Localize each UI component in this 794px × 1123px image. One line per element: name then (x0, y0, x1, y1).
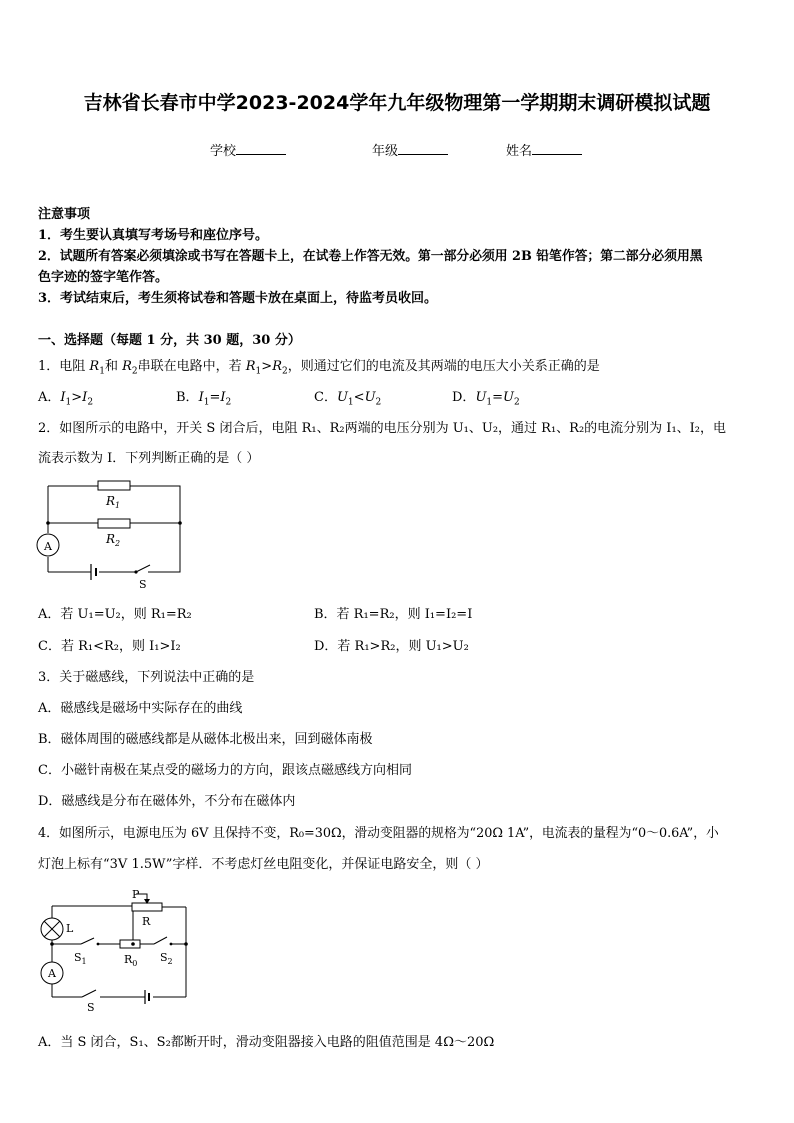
question-2-option-a[interactable]: A．若 U₁=U₂，则 R₁=R₂ (38, 607, 192, 622)
notice-heading: 注意事项 (38, 207, 91, 222)
question-2-option-d[interactable]: D．若 R₁>R₂，则 U₁>U₂ (314, 639, 469, 654)
svg-text:P: P (132, 888, 140, 901)
question-4-circuit-diagram (36, 884, 196, 1014)
school-field[interactable]: 学校 (210, 140, 286, 159)
question-4-option-a[interactable]: A．当 S 闭合，S₁、S₂都断开时，滑动变阻器接入电路的阻值范围是 4Ω～20Ω (38, 1035, 495, 1050)
question-2-stem: 2．如图所示的电路中，开关 S 闭合后，电阻 R₁、R₂两端的电压分别为 U₁、U₂，通过 R₁、R₂的电流分别为 I₁、I₂，电 (38, 421, 726, 436)
svg-text:S1: $S_1$ (74, 951, 87, 966)
question-2-circuit-diagram (36, 476, 186, 591)
question-2-option-b[interactable]: B．若 R₁=R₂，则 I₁=I₂=I (314, 607, 473, 622)
notice-item: 2．试题所有答案必须填涂或书写在答题卡上，在试卷上作答无效。第一部分必须用 2B 铅笔作答；第二部分必须用黑 (38, 249, 703, 264)
question-4-stem: 灯泡上标有“3V 1.5W”字样．不考虑灯丝电阻变化，并保证电路安全，则（ ） (38, 857, 489, 872)
svg-text:R2: $R_2$ (106, 532, 121, 548)
notice-item: 色字迹的签字笔作答。 (38, 270, 169, 285)
svg-text:S: S (87, 1001, 95, 1014)
resistor-r2 (98, 519, 130, 528)
question-1-stem: 1．电阻 $R_1$和 $R_2$串联在电路中，若 $R_1>R_2$，则通过它们的电流及其两端的电压大小关系正确的是 (38, 359, 600, 377)
question-3-option-a[interactable]: A．磁感线是磁场中实际存在的曲线 (38, 701, 243, 716)
svg-text:R1: $R_1$ (106, 494, 121, 510)
svg-text:S: S (139, 578, 147, 591)
question-2-stem: 流表示数为 I．下列判断正确的是（ ） (38, 451, 260, 466)
rheostat-r (132, 903, 162, 911)
svg-text:L: L (66, 922, 74, 935)
question-3-option-d[interactable]: D．磁感线是分布在磁体外，不分布在磁体内 (38, 794, 296, 809)
svg-text:S2: $S_2$ (160, 951, 173, 966)
resistor-r0 (120, 940, 140, 948)
notice-item: 3．考试结束后，考生须将试卷和答题卡放在桌面上，待监考员收回。 (38, 291, 438, 306)
question-3-stem: 3．关于磁感线，下列说法中正确的是 (38, 670, 255, 685)
notice-item: 1．考生要认真填写考场号和座位序号。 (38, 228, 269, 243)
resistor-r1 (98, 481, 130, 490)
question-4-stem: 4．如图所示，电源电压为 6V 且保持不变，R₀=30Ω，滑动变阻器的规格为“20Ω 1A”，电流表的量程为“0～0.6A”，小 (38, 826, 719, 841)
section-heading: 一、选择题（每题 1 分，共 30 题，30 分） (38, 333, 301, 348)
svg-text:R0: $R_0$ (124, 953, 138, 968)
svg-text:A: A (44, 540, 52, 553)
page-title: 吉林省长春市中学2023-2024学年九年级物理第一学期期末调研模拟试题 (83, 92, 711, 114)
svg-text:R: R (142, 915, 151, 928)
svg-text:A: A (48, 967, 56, 980)
question-3-option-c[interactable]: C．小磁针南极在某点受的磁场力的方向，跟该点磁感线方向相同 (38, 763, 412, 778)
question-1-option-c[interactable]: C．$U_1<U_2$ (314, 390, 382, 408)
question-1-option-d[interactable]: D．$U_1=U_2$ (452, 390, 520, 408)
name-field[interactable]: 姓名 (506, 140, 582, 159)
question-1-option-a[interactable]: A．$I_1>I_2$ (38, 390, 94, 408)
question-3-option-b[interactable]: B．磁体周围的磁感线都是从磁体北极出来，回到磁体南极 (38, 732, 373, 747)
question-2-option-c[interactable]: C．若 R₁<R₂，则 I₁>I₂ (38, 639, 181, 654)
grade-field[interactable]: 年级 (372, 140, 448, 159)
question-1-option-b[interactable]: B．$I_1=I_2$ (176, 390, 232, 408)
